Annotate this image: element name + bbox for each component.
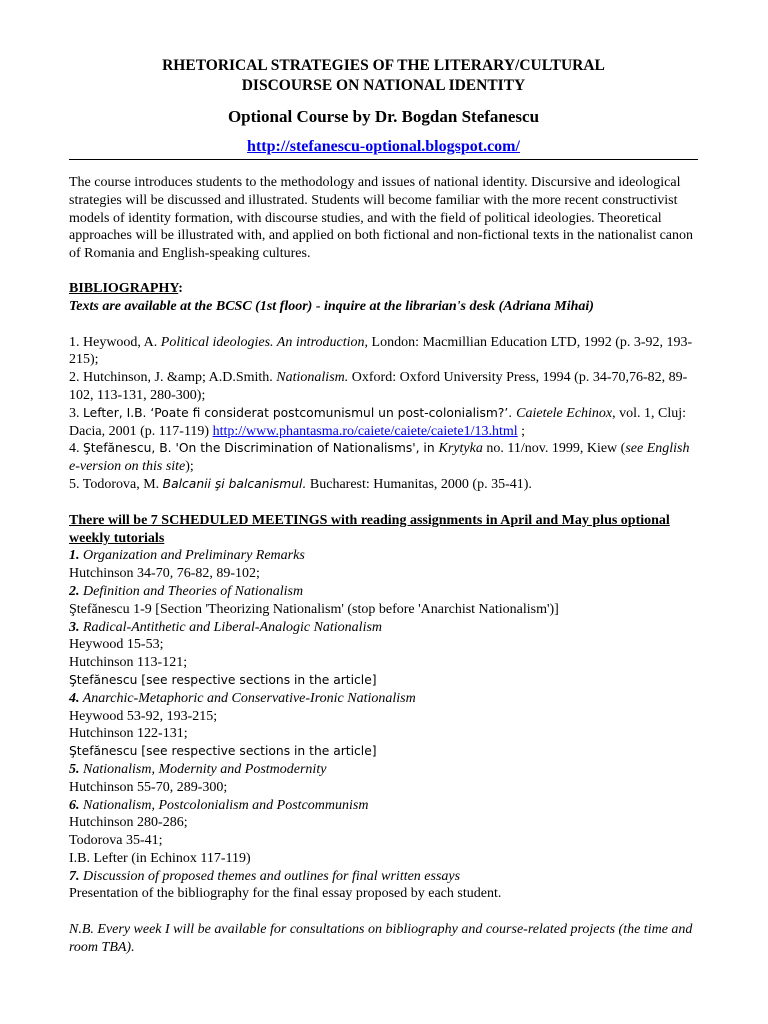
ref4-author: Ştefănescu, B. 'On the Discrimination of Nationalisms', in — [83, 441, 439, 456]
ref4-title: Krytyka — [438, 441, 483, 457]
meeting-schedule — [69, 547, 698, 903]
header-divider — [69, 159, 698, 160]
meeting-3-reading: Hutchinson 113-121; — [69, 655, 188, 671]
reference-2 — [69, 369, 698, 405]
ref5-details: Bucharest: Humanitas, 2000 (p. 35-41). — [306, 476, 532, 492]
meeting-4-title: 4. Anarchic-Metaphoric and Conservative-Ironic Nationalism — [69, 690, 416, 706]
ref2-details: Oxford: Oxford University Press, 1994 (p. 34-70,76-82, 89-102, 113-131, 280-300); — [69, 370, 688, 403]
reference-5 — [69, 476, 698, 494]
meeting-5-reading: Hutchinson 55-70, 289-300; — [69, 779, 228, 795]
ref4-number: 4. — [69, 441, 83, 457]
meeting-4-reading: Hutchinson 122-131; — [69, 726, 188, 742]
reference-3 — [69, 405, 698, 441]
ref4-end: ); — [185, 459, 194, 475]
ref1-details: , London: Macmillian Education LTD, 1992 (p. 3-92, 193-215); — [69, 334, 693, 368]
meeting-2-reading: Ştefănescu 1-9 [Section 'Theorizing Nationalism' (stop before 'Anarchist Nationalism')] — [69, 601, 559, 617]
ref3-author: Lefter, I.B. ‘Poate fi considerat postcomunismul un post-colonialism?’. — [83, 405, 517, 420]
ref4-see-note: see English e-version on this site — [69, 441, 690, 475]
meeting-6-title: 6. Nationalism, Postcolonialism and Postcommunism — [69, 797, 369, 813]
meeting-1-reading: Hutchinson 34-70, 76-82, 89-102; — [69, 566, 260, 582]
bibliography-heading-colon: : — [178, 280, 183, 296]
meeting-4-reading: Ştefănescu [see respective sections in the article] — [69, 744, 377, 759]
reference-list — [69, 334, 698, 494]
ref2-title: Nationalism. — [276, 370, 349, 386]
title-line-2: DISCOURSE ON NATIONAL IDENTITY — [241, 77, 526, 94]
meeting-3-title: 3. Radical-Antithetic and Liberal-Analogic Nationalism — [69, 619, 383, 635]
meeting-6-reading: Hutchinson 280-286; — [69, 815, 188, 831]
ref3-details: , vol. 1, Cluj: Dacia, 2001 (p. 117-119) — [69, 405, 687, 439]
bibliography-availability: Texts are available at the BCSC (1st floor) - inquire at the librarian's desk (Adriana Mihai) — [69, 298, 594, 314]
meeting-4-reading: Heywood 53-92, 193-215; — [69, 708, 218, 724]
blog-url-link[interactable]: http://stefanescu-optional.blogspot.com/ — [247, 138, 520, 155]
meeting-7-reading: Presentation of the bibliography for the final essay proposed by each student. — [69, 886, 502, 902]
reference-4 — [69, 440, 698, 476]
ref3-end: ; — [517, 423, 526, 439]
title-line-1: RHETORICAL STRATEGIES OF THE LITERARY/CULTURAL — [162, 57, 605, 74]
ref1-author: 1. Heywood, A. — [69, 334, 161, 350]
ref5-author: 5. Todorova, M. — [69, 476, 163, 492]
meeting-3-reading: Heywood 15-53; — [69, 637, 164, 653]
ref3-title: Caietele Echinox — [516, 405, 613, 421]
ref5-title: Balcanii şi balcanismul. — [162, 476, 307, 491]
course-subtitle: Optional Course by Dr. Bogdan Stefanescu — [227, 107, 540, 126]
meeting-2-title: 2. Definition and Theories of Nationalism — [69, 583, 304, 599]
schedule-heading: There will be 7 SCHEDULED MEETINGS with reading assignments in April and May plus optional weekly tutorials — [69, 512, 670, 546]
meeting-3-reading: Ştefănescu [see respective sections in the article] — [69, 672, 377, 687]
blog-url-line — [69, 136, 698, 158]
bibliography-heading — [69, 280, 698, 298]
ref3-number: 3. — [69, 405, 83, 421]
reference-1 — [69, 334, 698, 370]
meeting-7-title: 7. Discussion of proposed themes and outlines for final written essays — [69, 868, 461, 884]
ref4-details: no. 11/nov. 1999, Kiew ( — [482, 441, 626, 457]
bibliography-heading-text: BIBLIOGRAPHY — [69, 280, 179, 296]
ref1-title: Political ideologies. An introduction — [160, 334, 365, 350]
meeting-6-reading: I.B. Lefter (in Echinox 117-119) — [69, 850, 251, 866]
meeting-6-reading: Todorova 35-41; — [69, 833, 163, 849]
ref2-author: 2. Hutchinson, J. &amp; A.D.Smith. — [69, 370, 277, 386]
consultation-note: N.B. Every week I will be available for consultations on bibliography and course-related projects (the time and room TBA). — [69, 922, 693, 956]
meeting-5-title: 5. Nationalism, Modernity and Postmodernity — [69, 761, 327, 777]
ref3-link[interactable]: http://www.phantasma.ro/caiete/caiete/caiete1/13.html — [212, 423, 518, 439]
intro-paragraph: The course introduces students to the methodology and issues of national identity. Discursive and ideological strategies will be discussed and illustrated. Students will become familiar with the more recent constructivist models of identity formation, with discourse studies, and with the field of political ideologies. Theoretical approaches will be illustrated with, and applied on both fictional and non-fictional texts in the nationalist canon of Romania and English-speaking cultures. — [69, 175, 694, 262]
meeting-1-title: 1. Organization and Preliminary Remarks — [69, 548, 305, 564]
